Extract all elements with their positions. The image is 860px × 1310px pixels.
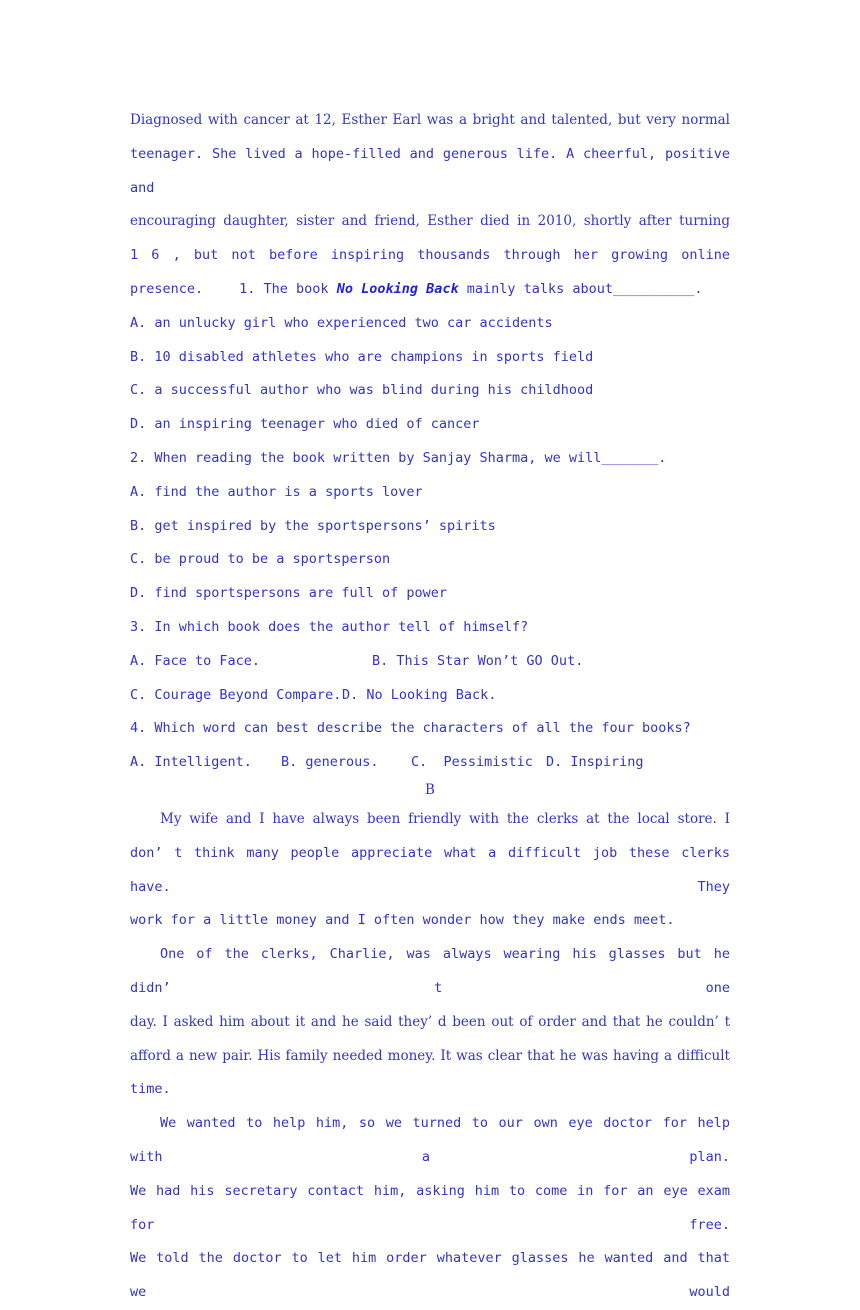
option-line: D. No Looking Back.: [342, 686, 497, 703]
book-title: No Looking Back: [336, 280, 459, 297]
section-heading: B: [425, 781, 435, 798]
paragraph-line: afford a new pair. His family needed money. It was clear that he was having a difficult: [130, 1047, 730, 1064]
passage-line: Diagnosed with cancer at 12, Esther Earl was a bright and talented, but very normal: [130, 112, 730, 128]
paragraph-line: My wife and I have always been friendly with the clerks at the local store. I: [160, 810, 730, 827]
option-line: C. Pessimistic: [411, 754, 533, 771]
option-line: C. a successful author who was blind during his childhood: [130, 382, 594, 399]
paragraph-line: don’ t think many people appreciate what a difficult job these clerks have. They: [130, 844, 730, 895]
document-body: [130, 104, 730, 1310]
paragraph-last-line: time.: [130, 1081, 171, 1098]
option-line: D. an inspiring teenager who died of cancer: [130, 416, 480, 433]
option-line: A. Face to Face.: [130, 652, 261, 669]
option-line: C. Courage Beyond Compare.: [130, 686, 342, 703]
option-line: C. be proud to be a sportsperson: [130, 551, 391, 568]
option-row: [130, 679, 730, 713]
question-3-stem: 3. In which book does the author tell of himself?: [130, 618, 529, 635]
passage-line: teenager. She lived a hope-filled and generous life. A cheerful, positive and: [130, 145, 730, 196]
option-row: [130, 746, 730, 780]
option-line: B. This Star Won’t GO Out.: [372, 652, 584, 669]
question-2-stem: 2. When reading the book written by Sanjay Sharma, we will_______.: [130, 449, 667, 466]
option-line: A. an unlucky girl who experienced two car accidents: [130, 314, 553, 331]
option-line: B. get inspired by the sportspersons’ spirits: [130, 517, 496, 534]
option-line: D. find sportspersons are full of power: [130, 585, 447, 602]
option-row: [130, 645, 730, 679]
paragraph-line: One of the clerks, Charlie, was always wearing his glasses but he didn’ t one: [130, 946, 730, 996]
passage-last-word: presence.: [130, 280, 204, 297]
paragraph-line: We told the doctor to let him order whatever glasses he wanted and that we would: [130, 1250, 730, 1301]
passage-line: 1 6 , but not before inspiring thousands through her growing online: [130, 247, 730, 264]
paragraph-last-line: work for a little money and I often wonder how they make ends meet.: [130, 912, 675, 929]
option-line: B. generous.: [281, 754, 379, 771]
option-line: A. Intelligent.: [130, 754, 252, 771]
option-line: B. 10 disabled athletes who are champions in sports field: [130, 348, 594, 365]
question-1-stem: 1. The book No Looking Back mainly talks about__________.: [239, 280, 703, 297]
paragraph-line: day. I asked him about it and he said they’ d been out of order and that he couldn’ t: [130, 1013, 730, 1030]
paragraph-line: We had his secretary contact him, asking him to come in for an eye exam for free.: [130, 1182, 730, 1233]
question-4-stem: 4. Which word can best describe the characters of all the four books?: [130, 720, 691, 737]
passage-last-line: [130, 273, 730, 307]
passage-line: encouraging daughter, sister and friend, Esther died in 2010, shortly after turning: [130, 213, 730, 230]
paragraph-line: We wanted to help him, so we turned to our own eye doctor for help with a plan.: [130, 1115, 730, 1165]
option-line: A. find the author is a sports lover: [130, 483, 423, 500]
option-line: D. Inspiring: [546, 754, 644, 771]
